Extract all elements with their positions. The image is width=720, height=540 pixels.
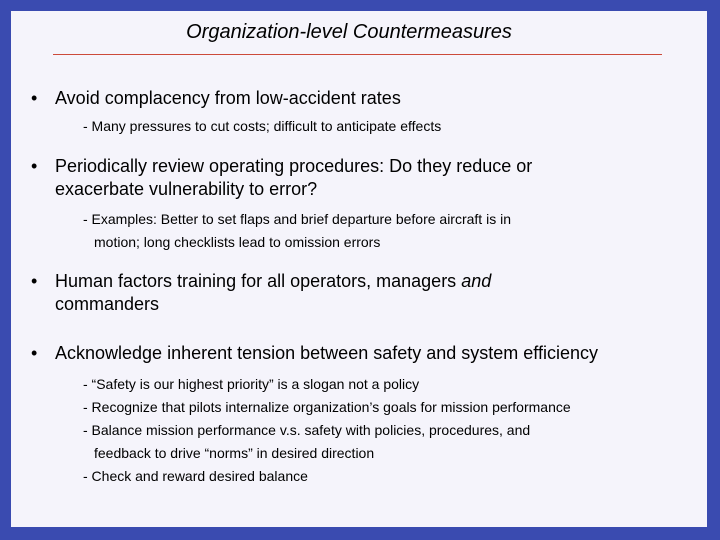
sub-item: - Many pressures to cut costs; difficult to anticipate effects xyxy=(83,118,442,134)
bullet-text-emphasis: and xyxy=(461,271,492,291)
bullet-text-line-2: commanders xyxy=(55,294,160,314)
bullet-marker: • xyxy=(31,343,38,363)
slide-title: Organization-level Countermeasures xyxy=(186,21,512,43)
sub-item: - Balance mission performance v.s. safety with policies, procedures, and xyxy=(83,422,531,438)
bullet-marker: • xyxy=(31,156,38,176)
bullet-marker: • xyxy=(31,271,38,291)
title-divider xyxy=(53,54,662,55)
sub-list-complacency xyxy=(83,115,441,138)
sub-item: - Check and reward desired balance xyxy=(83,468,308,484)
sub-item-continuation: motion; long checklists lead to omission errors xyxy=(94,234,381,250)
bullet-text-prefix: Human factors training for all operators, managers xyxy=(55,271,462,291)
bullet-text-line-1 xyxy=(55,270,491,293)
bullet-text: Avoid complacency from low-accident rates xyxy=(55,88,401,108)
sub-list-review-procedures xyxy=(83,208,511,254)
bullet-complacency xyxy=(31,87,401,110)
bullet-text-line-1: Periodically review operating procedures: Do they reduce or xyxy=(55,156,533,176)
sub-item: - Examples: Better to set flaps and brief departure before aircraft is in xyxy=(83,211,511,227)
sub-item: - Recognize that pilots internalize organization’s goals for mission performance xyxy=(83,399,571,415)
bullet-human-factors-training xyxy=(31,270,492,316)
sub-item-continuation: feedback to drive “norms” in desired direction xyxy=(94,445,375,461)
bullet-review-procedures xyxy=(31,155,533,201)
sub-item: - “Safety is our highest priority” is a slogan not a policy xyxy=(83,376,420,392)
bullet-text: Acknowledge inherent tension between safety and system efficiency xyxy=(55,343,598,363)
bullet-acknowledge-tension xyxy=(31,342,598,365)
bullet-marker: • xyxy=(31,88,38,108)
sub-list-acknowledge-tension xyxy=(83,373,571,488)
bullet-text-line-2: exacerbate vulnerability to error? xyxy=(55,179,318,199)
